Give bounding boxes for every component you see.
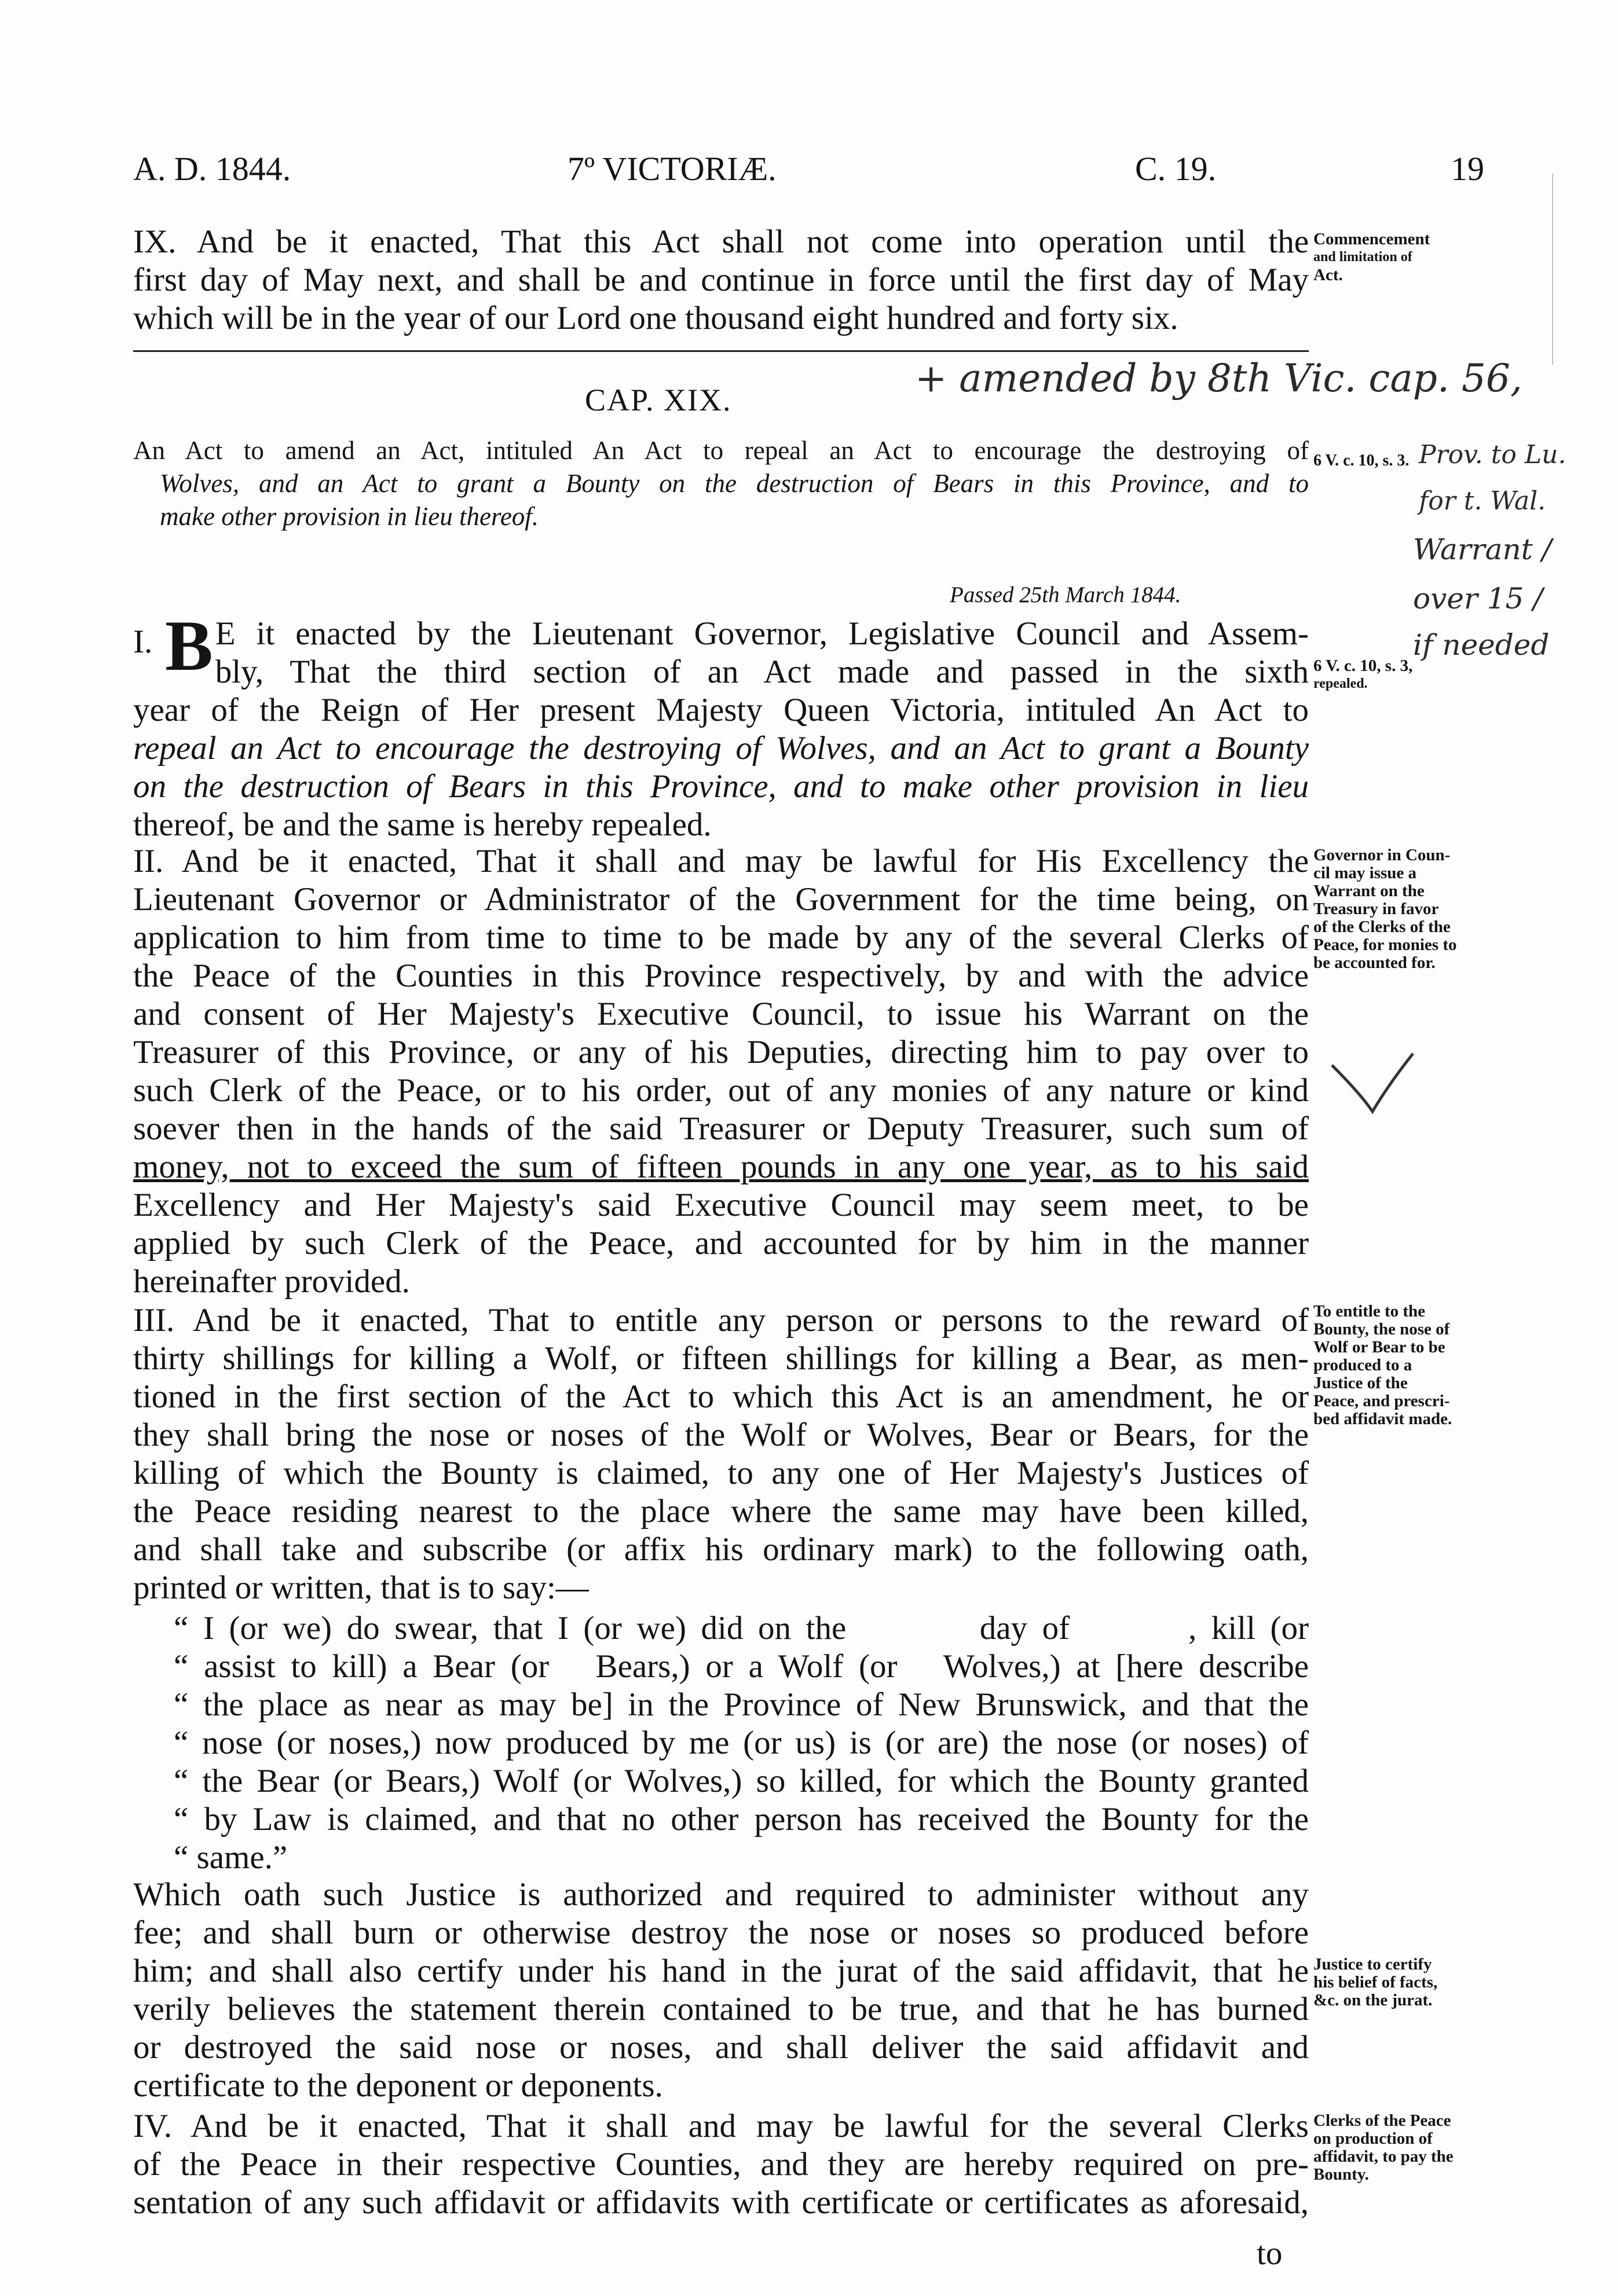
post-oath-paragraph xyxy=(133,1876,1309,2105)
running-header-title: 7º VICTORIÆ. xyxy=(568,150,777,188)
margin-note-governor-warrant: Governor in Coun- cil may issue a Warrant on the Treasury in favor of the Clerks of the Peace, for monies to be accounted for. xyxy=(1313,846,1457,972)
section-9-line: IX. And be it enacted, That this Act shall not come into operation until the xyxy=(133,223,1309,260)
oath-line: “ assist to kill) a Bear (or Bears,) or a Wolf (or Wolves,) at [here describe xyxy=(174,1648,1309,1685)
post-oath-line: Which oath such Justice is authorized and required to administer without any xyxy=(133,1876,1309,1913)
margin-note-entitle-bounty: To entitle to the Bounty, the nose of Wolf or Bear to be produced to a Justice of the Peace, and prescri- bed affidavit made. xyxy=(1313,1302,1452,1428)
section-3-line: III. And be it enacted, That to entitle any person or persons to the reward of xyxy=(133,1302,1309,1338)
section-3-line: killing of which the Bounty is claimed, to any one of Her Majesty's Justices of xyxy=(133,1455,1309,1491)
section-3-line: they shall bring the nose or noses of the Wolf or Wolves, Bear or Bears, for the xyxy=(133,1417,1309,1453)
handwritten-side-note: if needed xyxy=(1413,628,1550,662)
running-header-year: A. D. 1844. xyxy=(133,150,291,188)
post-oath-line: him; and shall also certify under his hand in the jurat of the said affidavit, that he xyxy=(133,1953,1309,1989)
section-2-line: Excellency and Her Majesty's said Executive Council may seem meet, to be xyxy=(133,1187,1309,1223)
chapter-title-line: An Act to amend an Act, intituled An Act to repeal an Act to encourage the destroying of xyxy=(133,436,1309,465)
section-1-dropcap: B xyxy=(165,606,213,685)
section-1-numeral: I. xyxy=(133,623,153,660)
section-9-line: first day of May next, and shall be and continue in force until the first day of May xyxy=(133,262,1309,298)
margin-note-clerks-pay-bounty: Clerks of the Peace on production of affidavit, to pay the Bounty. xyxy=(1313,2111,1454,2184)
section-2-line: soever then in the hands of the said Treasurer or Deputy Treasurer, such sum of xyxy=(133,1110,1309,1147)
handwritten-side-note: Prov. to Lu. xyxy=(1419,440,1566,470)
chapter-title-line: Wolves, and an Act to grant a Bounty on the destruction of Bears in this Province, and to xyxy=(160,469,1309,498)
catchword: to xyxy=(1257,2235,1283,2272)
section-2-line-underlined: money, not to exceed the sum of fifteen pounds in any one year, as to his said xyxy=(133,1149,1309,1185)
section-1-line: year of the Reign of Her present Majesty Queen Victoria, intituled An Act to xyxy=(133,692,1309,728)
oath-line: “ the Bear (or Bears,) Wolf (or Wolves,) so killed, for which the Bounty granted xyxy=(174,1763,1309,1799)
section-9-line: which will be in the year of our Lord one thousand eight hundred and forty six. xyxy=(133,300,1178,336)
chapter-title-line: make other provision in lieu thereof. xyxy=(160,502,539,531)
section-2-line: and consent of Her Majesty's Executive Council, to issue his Warrant on the xyxy=(133,996,1309,1032)
section-3-line: printed or written, that is to say:— xyxy=(133,1569,589,1606)
section-1 xyxy=(133,606,1309,844)
post-oath-line: certificate to the deponent or deponents. xyxy=(133,2067,663,2104)
section-1-line: on the destruction of Bears in this Province, and to make other provision in lieu xyxy=(133,768,1309,805)
handwritten-side-note: for t. Wal. xyxy=(1419,486,1546,516)
post-oath-line: fee; and shall burn or otherwise destroy the nose or noses so produced before xyxy=(133,1914,1309,1951)
check-mark-icon xyxy=(1326,1048,1419,1129)
section-1-line: bly, That the third section of an Act made and passed in the sixth xyxy=(215,654,1309,690)
section-2-line: Treasurer of this Province, or any of his Deputies, directing him to pay over to xyxy=(133,1034,1309,1070)
handwritten-amendment-note: + amended by 8th Vic. cap. 56, xyxy=(915,356,1522,401)
section-2-line: hereinafter provided. xyxy=(133,1263,410,1300)
section-2-line: such Clerk of the Peace, or to his order, out of any monies of any nature or kind xyxy=(133,1072,1309,1109)
section-2-line: the Peace of the Counties in this Province respectively, by and with the advice xyxy=(133,958,1309,994)
section-2-line: Lieutenant Governor or Administrator of the Government for the time being, on xyxy=(133,881,1309,918)
section-3-line: thirty shillings for killing a Wolf, or fifteen shillings for killing a Bear, as men- xyxy=(133,1340,1309,1377)
section-3-line: the Peace residing nearest to the place where the same may have been killed, xyxy=(133,1493,1309,1530)
passed-date: Passed 25th March 1844. xyxy=(950,582,1181,607)
margin-note-repealed: 6 V. c. 10, s. 3, repealed. xyxy=(1313,656,1413,691)
margin-note-commencement: Commencement and limitation of Act. xyxy=(1313,230,1430,284)
section-4-line: of the Peace in their respective Counties, and they are hereby required on pre- xyxy=(133,2146,1309,2183)
section-1-line: repeal an Act to encourage the destroying of Wolves, and an Act to grant a Bounty xyxy=(133,730,1309,766)
section-2-line: application to him from time to time to be made by any of the several Clerks of xyxy=(133,919,1309,956)
section-1-line: E it enacted by the Lieutenant Governor, Legislative Council and Assem- xyxy=(215,615,1309,652)
oath-line: “ same.” xyxy=(174,1839,288,1876)
section-1-line: thereof, be and the same is hereby repealed. xyxy=(133,806,712,843)
oath-text xyxy=(174,1609,1309,1877)
section-4-line: IV. And be it enacted, That it shall and may be lawful for the several Clerks xyxy=(133,2108,1309,2144)
section-2-line: applied by such Clerk of the Peace, and accounted for by him in the manner xyxy=(133,1225,1309,1261)
running-header-chapter: C. 19. xyxy=(1135,150,1217,188)
section-2 xyxy=(133,842,1309,1301)
oath-line: “ I (or we) do swear, that I (or we) did on the day of , kill (or xyxy=(174,1610,1309,1646)
oath-line: “ the place as near as may be] in the Province of New Brunswick, and that the xyxy=(174,1686,1309,1723)
section-9 xyxy=(133,223,1309,338)
section-3-line: and shall take and subscribe (or affix his ordinary mark) to the following oath, xyxy=(133,1531,1309,1568)
page-number: 19 xyxy=(1451,150,1484,188)
handwritten-side-note: Warrant / xyxy=(1413,533,1552,566)
margin-note-justice-certify: Justice to certify his belief of facts, &c. on the jurat. xyxy=(1313,1955,1438,2009)
section-4-line: sentation of any such affidavit or affidavits with certificate or certificates as aforesaid, xyxy=(133,2184,1309,2221)
post-oath-line: verily believes the statement therein contained to be true, and that he has burned xyxy=(133,1991,1309,2027)
post-oath-line: or destroyed the said nose or noses, and shall deliver the said affidavit and xyxy=(133,2029,1309,2066)
chapter-divider-rule xyxy=(133,350,1309,352)
margin-note-title-ref: 6 V. c. 10, s. 3. xyxy=(1313,452,1410,470)
section-3 xyxy=(133,1301,1309,1607)
section-4 xyxy=(133,2107,1309,2222)
handwritten-side-note: over 15 / xyxy=(1413,582,1543,615)
chapter-heading: CAP. XIX. xyxy=(585,383,732,417)
section-3-line: tioned in the first section of the Act to which this Act is an amendment, he or xyxy=(133,1378,1309,1415)
oath-line: “ by Law is claimed, and that no other person has received the Bounty for the xyxy=(174,1801,1309,1837)
oath-line: “ nose (or noses,) now produced by me (or us) is (or are) the nose (or noses) of xyxy=(174,1725,1309,1761)
chapter-title xyxy=(133,434,1309,533)
section-2-line: II. And be it enacted, That it shall and may be lawful for His Excellency the xyxy=(133,843,1309,879)
